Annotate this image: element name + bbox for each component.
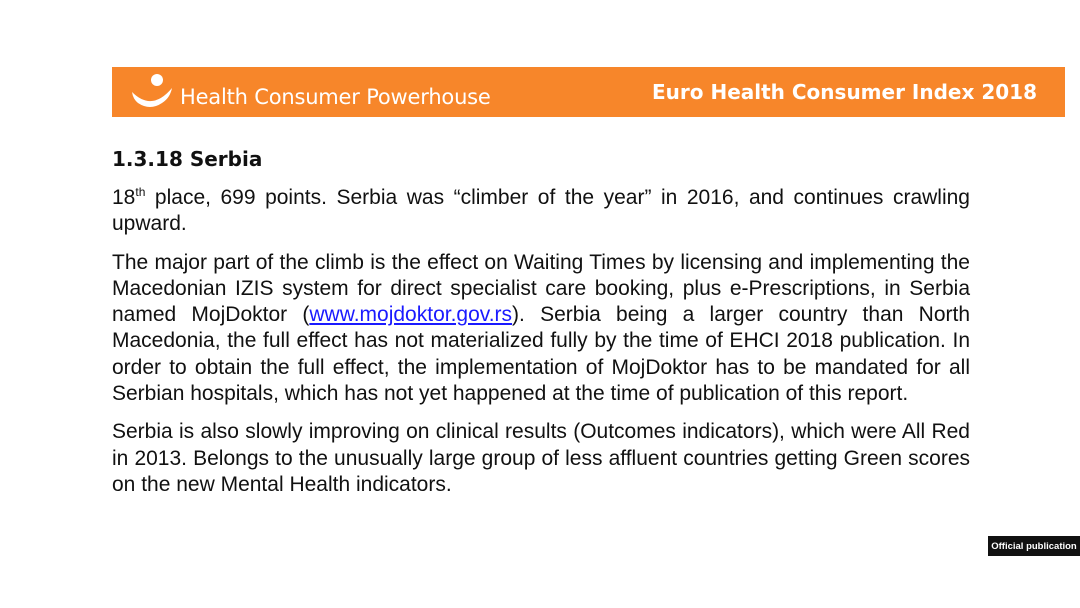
- paragraph-outcomes: Serbia is also slowly improving on clinical results (Outcomes indicators), which were All Red in 2013. Belongs to the unusually large group of less affluent countries getting Green scores on the new Mental Health indicators.: [112, 420, 970, 496]
- hcp-logo-icon: [130, 72, 174, 112]
- rank-suffix: th: [135, 185, 146, 199]
- section-heading: 1.3.18 Serbia: [112, 147, 263, 171]
- paragraph-waiting-times: [112, 250, 970, 408]
- waiting-times-text-1: The major part of the climb is the effect on Waiting Times by licensing and implementing the Macedonian IZIS system for direct specialist care booking, plus e-Prescriptions, in Serbia named MojDoktor (: [112, 250, 970, 327]
- official-publication-badge: Official publication: [988, 536, 1080, 556]
- brand-name: Health Consumer Powerhouse: [180, 85, 491, 109]
- mojdoktor-link[interactable]: www.mojdoktor.gov.rs: [309, 303, 513, 327]
- waiting-times-text-2: ). Serbia being a larger country than North Macedonia, the full effect has not materialized fully by the time of EHCI 2018 publication. In order to obtain the full effect, the implementation of MojDoktor has to be mandated for all Serbian hospitals, which has not yet happened at the time of publication of this report.: [112, 303, 971, 406]
- index-title: Euro Health Consumer Index 2018: [652, 80, 1037, 104]
- report-section: [112, 147, 970, 510]
- paragraph-ranking: [112, 185, 970, 238]
- brand: [130, 72, 491, 112]
- rank-number: 18: [112, 186, 136, 209]
- ranking-text: place, 699 points. Serbia was “climber of the year” in 2016, and continues crawling upward.: [112, 186, 970, 236]
- header-banner: [112, 67, 1065, 117]
